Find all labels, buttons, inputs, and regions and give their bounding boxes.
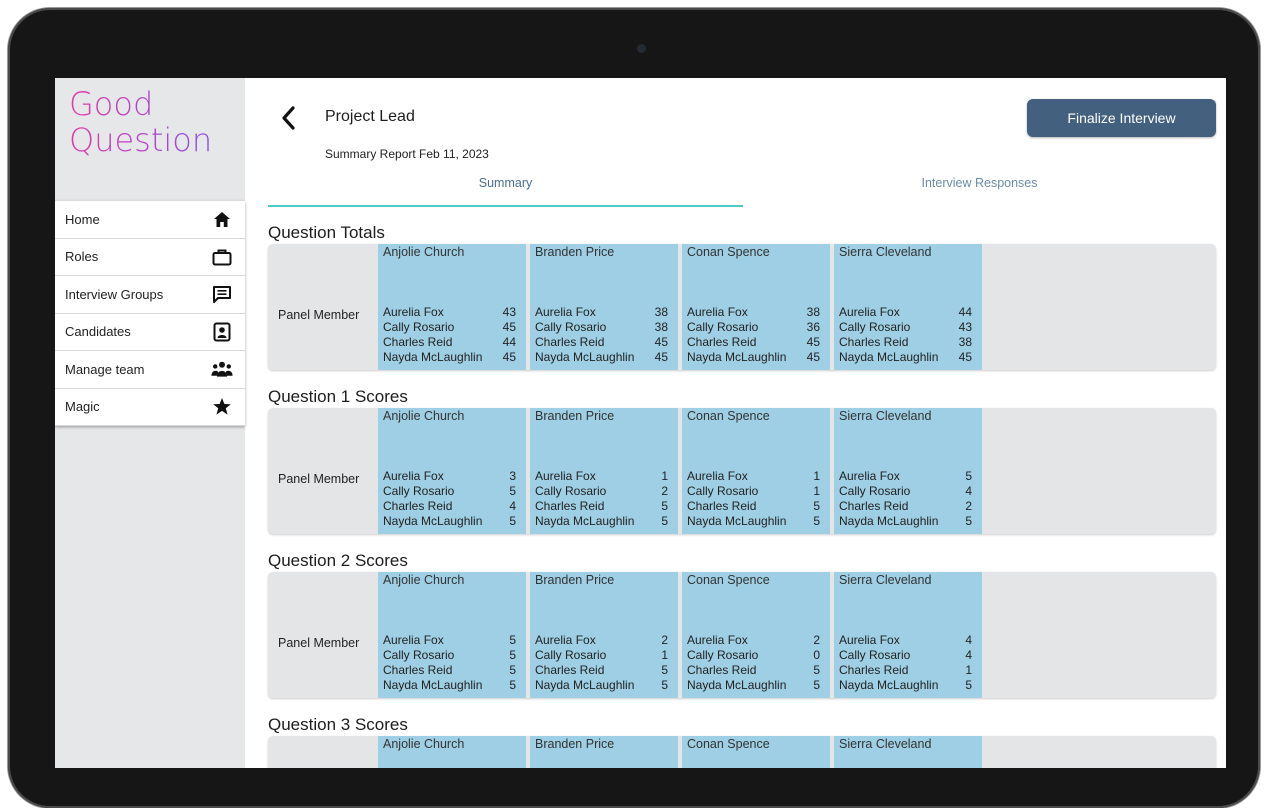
panelist-name: Nayda McLaughlin <box>383 514 483 528</box>
sidebar-item-magic[interactable] <box>55 389 245 427</box>
panelist-score-row <box>687 664 822 677</box>
panelist-name: Charles Reid <box>839 335 909 349</box>
panelist-score: 38 <box>958 335 972 349</box>
panelist-score: 3 <box>509 469 516 483</box>
panelist-score-row <box>535 470 670 483</box>
panelist-name: Aurelia Fox <box>383 305 444 319</box>
panelist-score-row <box>687 351 822 364</box>
panelist-name: Cally Rosario <box>687 484 759 498</box>
panelist-score-row <box>839 470 974 483</box>
panelist-score-row <box>687 679 822 692</box>
candidate-name: Sierra Cleveland <box>839 737 932 751</box>
camera-dot <box>637 44 646 53</box>
candidate-column <box>834 408 982 534</box>
candidate-name: Branden Price <box>535 245 615 259</box>
panelist-score: 38 <box>806 305 820 319</box>
candidate-name: Branden Price <box>535 409 615 423</box>
score-section <box>268 386 1216 534</box>
app-logo[interactable] <box>69 86 212 158</box>
panelist-name: Cally Rosario <box>839 484 911 498</box>
panelist-score: 45 <box>654 335 668 349</box>
panelist-score-row <box>839 485 974 498</box>
home-icon <box>211 208 233 230</box>
panelist-score: 5 <box>509 633 516 647</box>
logo-line-2: Question <box>69 121 213 159</box>
panelist-score-row <box>535 336 670 349</box>
panelist-score-row <box>687 515 822 528</box>
panelist-score-row <box>839 500 974 513</box>
panelist-name: Nayda McLaughlin <box>535 678 635 692</box>
panelist-name: Nayda McLaughlin <box>535 514 635 528</box>
panelist-score: 5 <box>965 678 972 692</box>
candidate-column <box>530 736 678 768</box>
panelist-score-row <box>535 306 670 319</box>
panelist-score-row <box>535 321 670 334</box>
panelist-name: Cally Rosario <box>687 648 759 662</box>
candidate-column <box>834 736 982 768</box>
main-content <box>245 78 1226 768</box>
sidebar-item-label: Roles <box>65 249 99 265</box>
panelist-name: Cally Rosario <box>383 320 455 334</box>
page-subtitle: Summary Report Feb 11, 2023 <box>325 147 489 161</box>
candidate-name: Sierra Cleveland <box>839 409 932 423</box>
panelist-name: Nayda McLaughlin <box>687 678 787 692</box>
panelist-score-row <box>383 649 518 662</box>
panelist-score: 38 <box>654 305 668 319</box>
panelist-score: 0 <box>813 648 820 662</box>
panelist-score: 43 <box>502 305 516 319</box>
candidate-name: Conan Spence <box>687 245 770 259</box>
panelist-score: 1 <box>661 648 668 662</box>
sidebar <box>55 78 245 768</box>
panelist-score: 5 <box>965 469 972 483</box>
panelist-score: 44 <box>958 305 972 319</box>
panelist-name: Nayda McLaughlin <box>839 514 939 528</box>
candidate-column <box>530 408 678 534</box>
panelist-score: 2 <box>965 499 972 513</box>
panelist-score-row <box>839 321 974 334</box>
score-card <box>268 736 1216 768</box>
panelist-name: Charles Reid <box>687 499 757 513</box>
panelist-name: Aurelia Fox <box>687 305 748 319</box>
panelist-name: Aurelia Fox <box>839 305 900 319</box>
panelist-score: 2 <box>813 633 820 647</box>
star-icon <box>211 396 233 418</box>
panel-member-label: Panel Member <box>278 472 360 486</box>
candidate-name: Conan Spence <box>687 737 770 751</box>
panelist-score: 5 <box>813 678 820 692</box>
section-title: Question Totals <box>268 223 385 242</box>
panelist-name: Nayda McLaughlin <box>383 678 483 692</box>
panelist-score-row <box>535 679 670 692</box>
panelist-name: Cally Rosario <box>383 484 455 498</box>
panelist-score-row <box>383 515 518 528</box>
panelist-score-row <box>687 485 822 498</box>
candidate-column <box>378 572 526 698</box>
panelist-score: 45 <box>806 335 820 349</box>
candidate-column <box>378 244 526 370</box>
candidate-name: Sierra Cleveland <box>839 573 932 587</box>
candidate-column <box>682 572 830 698</box>
panelist-score: 45 <box>502 320 516 334</box>
score-section <box>268 222 1216 370</box>
panelist-score-row <box>535 351 670 364</box>
panelist-score: 5 <box>965 514 972 528</box>
panelist-name: Charles Reid <box>839 499 909 513</box>
section-title: Question 3 Scores <box>268 715 408 734</box>
panelist-name: Nayda McLaughlin <box>535 350 635 364</box>
panelist-name: Charles Reid <box>687 663 757 677</box>
tablet-frame <box>8 8 1260 808</box>
panelist-name: Aurelia Fox <box>687 633 748 647</box>
section-title: Question 1 Scores <box>268 387 408 406</box>
sidebar-item-label: Manage team <box>65 361 145 377</box>
panelist-score: 45 <box>654 350 668 364</box>
panelist-name: Charles Reid <box>687 335 757 349</box>
sidebar-item-interview-groups[interactable] <box>55 276 245 314</box>
briefcase-icon <box>211 246 233 268</box>
panel-member-label: Panel Member <box>278 636 360 650</box>
panelist-score-row <box>535 634 670 647</box>
page-title: Project Lead <box>325 108 415 125</box>
team-icon <box>211 358 233 380</box>
panelist-score: 4 <box>965 633 972 647</box>
sidebar-item-candidates[interactable] <box>55 314 245 352</box>
candidate-name: Conan Spence <box>687 573 770 587</box>
panelist-name: Cally Rosario <box>839 648 911 662</box>
panelist-name: Charles Reid <box>383 335 453 349</box>
panelist-score: 5 <box>509 648 516 662</box>
panelist-score-row <box>687 500 822 513</box>
panelist-score: 1 <box>661 469 668 483</box>
sidebar-item-label: Magic <box>65 399 100 415</box>
section-title: Question 2 Scores <box>268 551 408 570</box>
panelist-score: 4 <box>509 499 516 513</box>
panelist-score: 1 <box>813 484 820 498</box>
panelist-score-row <box>383 351 518 364</box>
panelist-score: 1 <box>813 469 820 483</box>
panelist-name: Aurelia Fox <box>383 469 444 483</box>
panelist-score: 5 <box>509 663 516 677</box>
panelist-name: Charles Reid <box>383 499 453 513</box>
panelist-score-row <box>839 664 974 677</box>
panelist-name: Charles Reid <box>535 499 605 513</box>
panelist-name: Aurelia Fox <box>687 469 748 483</box>
panelist-score: 5 <box>661 514 668 528</box>
candidate-column <box>682 244 830 370</box>
panelist-score: 44 <box>502 335 516 349</box>
sidebar-item-label: Interview Groups <box>65 286 164 302</box>
panelist-score: 4 <box>965 648 972 662</box>
panelist-name: Nayda McLaughlin <box>839 350 939 364</box>
panelist-score-row <box>383 500 518 513</box>
panelist-name: Nayda McLaughlin <box>687 514 787 528</box>
panelist-name: Cally Rosario <box>687 320 759 334</box>
panelist-score-row <box>383 664 518 677</box>
panelist-score-row <box>839 634 974 647</box>
candidate-name: Sierra Cleveland <box>839 245 932 259</box>
sidebar-item-label: Home <box>65 211 100 227</box>
panelist-score: 5 <box>509 484 516 498</box>
panelist-name: Aurelia Fox <box>535 305 596 319</box>
sidebar-item-home[interactable] <box>55 201 245 239</box>
panelist-score: 5 <box>813 514 820 528</box>
candidate-column <box>682 736 830 768</box>
panelist-score: 5 <box>661 499 668 513</box>
panelist-score-row <box>687 306 822 319</box>
panelist-score: 36 <box>806 320 820 334</box>
panelist-score-row <box>535 515 670 528</box>
panelist-score: 4 <box>965 484 972 498</box>
panelist-score-row <box>687 470 822 483</box>
back-arrow-icon[interactable] <box>279 104 299 132</box>
panelist-score-row <box>383 470 518 483</box>
panelist-score-row <box>839 306 974 319</box>
panelist-score: 5 <box>661 663 668 677</box>
candidate-column <box>530 572 678 698</box>
panelist-score-row <box>535 664 670 677</box>
candidate-column <box>378 736 526 768</box>
panelist-name: Aurelia Fox <box>383 633 444 647</box>
panelist-score: 5 <box>509 514 516 528</box>
candidate-name: Anjolie Church <box>383 245 465 259</box>
finalize-interview-button[interactable]: Finalize Interview <box>1027 99 1216 137</box>
candidate-column <box>378 408 526 534</box>
panelist-score-row <box>535 485 670 498</box>
panelist-score: 5 <box>813 663 820 677</box>
id-badge-icon <box>211 321 233 343</box>
candidate-name: Conan Spence <box>687 409 770 423</box>
panelist-name: Nayda McLaughlin <box>839 678 939 692</box>
panelist-score-row <box>687 634 822 647</box>
panelist-score-row <box>839 351 974 364</box>
panelist-score-row <box>839 515 974 528</box>
candidate-name: Anjolie Church <box>383 573 465 587</box>
panel-member-label: Panel Member <box>278 308 360 322</box>
candidate-name: Anjolie Church <box>383 737 465 751</box>
panelist-score: 2 <box>661 633 668 647</box>
panelist-score: 5 <box>813 499 820 513</box>
panelist-name: Cally Rosario <box>535 320 607 334</box>
panelist-name: Nayda McLaughlin <box>383 350 483 364</box>
panelist-score-row <box>535 649 670 662</box>
panelist-score-row <box>687 649 822 662</box>
sidebar-item-roles[interactable] <box>55 239 245 277</box>
chat-icon <box>211 283 233 305</box>
panelist-name: Nayda McLaughlin <box>687 350 787 364</box>
panelist-score-row <box>383 306 518 319</box>
score-card <box>268 244 1216 370</box>
panelist-score: 5 <box>509 678 516 692</box>
candidate-column <box>682 408 830 534</box>
panelist-name: Aurelia Fox <box>535 469 596 483</box>
panelist-score-row <box>383 679 518 692</box>
panelist-score-row <box>839 336 974 349</box>
score-card <box>268 572 1216 698</box>
panelist-name: Aurelia Fox <box>839 633 900 647</box>
app-screen <box>55 78 1226 768</box>
panelist-score: 5 <box>661 678 668 692</box>
sidebar-item-label: Candidates <box>65 324 131 340</box>
score-card <box>268 408 1216 534</box>
panelist-score: 2 <box>661 484 668 498</box>
score-section <box>268 550 1216 698</box>
panelist-name: Charles Reid <box>535 663 605 677</box>
panelist-score: 38 <box>654 320 668 334</box>
panelist-name: Cally Rosario <box>535 484 607 498</box>
panelist-score-row <box>383 336 518 349</box>
sidebar-nav <box>55 201 245 426</box>
panelist-name: Charles Reid <box>535 335 605 349</box>
panelist-score-row <box>535 500 670 513</box>
panelist-score: 1 <box>965 663 972 677</box>
panelist-name: Cally Rosario <box>383 648 455 662</box>
panelist-score: 43 <box>958 320 972 334</box>
tab-summary[interactable]: Summary <box>478 176 533 190</box>
panelist-score-row <box>383 321 518 334</box>
candidate-column <box>530 244 678 370</box>
panelist-score-row <box>839 679 974 692</box>
sidebar-item-manage-team[interactable] <box>55 351 245 389</box>
panelist-score-row <box>687 336 822 349</box>
panelist-score-row <box>839 649 974 662</box>
panelist-name: Cally Rosario <box>839 320 911 334</box>
candidate-column <box>834 244 982 370</box>
tab-interview-responses[interactable]: Interview Responses <box>921 176 1038 190</box>
panelist-name: Aurelia Fox <box>535 633 596 647</box>
candidate-name: Anjolie Church <box>383 409 465 423</box>
logo-line-1: Good <box>69 85 154 123</box>
panelist-score-row <box>687 321 822 334</box>
panelist-score: 45 <box>502 350 516 364</box>
panelist-score: 45 <box>806 350 820 364</box>
panelist-name: Charles Reid <box>383 663 453 677</box>
panelist-name: Charles Reid <box>839 663 909 677</box>
panelist-name: Cally Rosario <box>535 648 607 662</box>
candidate-name: Branden Price <box>535 737 615 751</box>
active-tab-indicator <box>268 205 743 207</box>
panelist-name: Aurelia Fox <box>839 469 900 483</box>
panelist-score: 45 <box>958 350 972 364</box>
panelist-score-row <box>383 634 518 647</box>
panelist-score-row <box>383 485 518 498</box>
candidate-column <box>834 572 982 698</box>
candidate-name: Branden Price <box>535 573 615 587</box>
